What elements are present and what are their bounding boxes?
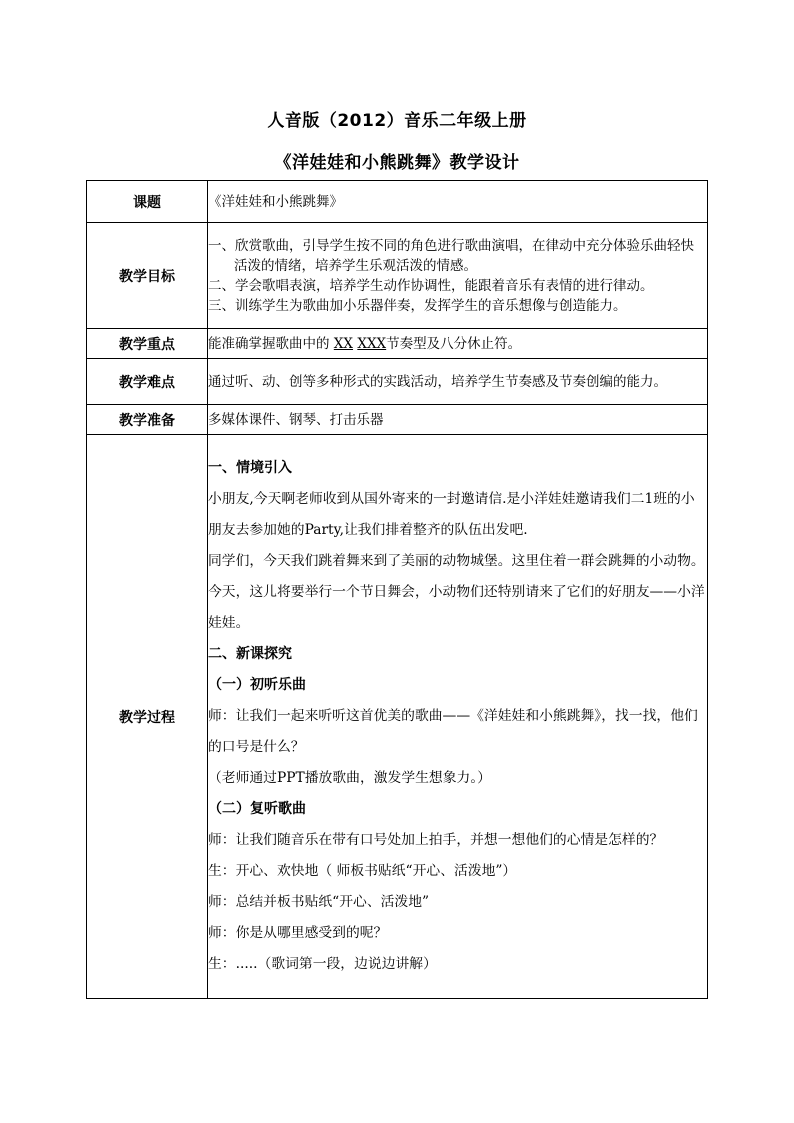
objective-item: 三、训练学生为歌曲加小乐器伴奏，发挥学生的音乐想像与创造能力。 — [208, 297, 627, 314]
row-preparation — [87, 405, 708, 435]
objectives-content — [208, 223, 708, 329]
paragraph: 生：开心、欢快地（ 师板书贴纸“开心、活泼地”） — [208, 863, 517, 879]
page-title-line2: 《洋娃娃和小熊跳舞》教学设计 — [274, 153, 520, 173]
paragraph: 生：.....（歌词第一段，边说边讲解） — [208, 956, 437, 972]
key-points-prefix: 能准确掌握歌曲中的 — [208, 335, 330, 352]
key-points-suffix: 节奏型及八分休止符。 — [386, 335, 522, 352]
process-content — [208, 435, 708, 999]
key-points-content — [208, 329, 708, 359]
objectives-label: 教学目标 — [87, 223, 208, 329]
difficulties-value: 通过听、动、创等多种形式的实践活动，培养学生节奏感及节奏创编的能力。 — [208, 359, 708, 405]
key-points-label: 教学重点 — [87, 329, 208, 359]
preparation-label: 教学准备 — [87, 405, 208, 435]
row-difficulties — [87, 359, 708, 405]
row-process — [87, 435, 708, 999]
objective-item: 二、学会歌唱表演，培养学生动作协调性，能跟着音乐有表情的进行律动。 — [208, 277, 654, 294]
topic-value: 《洋娃娃和小熊跳舞》 — [208, 181, 708, 223]
objective-item: 一、欣赏歌曲，引导学生按不同的角色进行歌曲演唱，在律动中充分体验乐曲轻快活泼的情绪，培养学生乐观活泼的情感。 — [208, 237, 694, 274]
row-objectives — [87, 223, 708, 329]
paragraph: （老师通过PPT播放歌曲，激发学生想象力。） — [208, 770, 492, 786]
paragraph: 师：让我们一起来听听这首优美的歌曲——《洋娃娃和小熊跳舞》，找一找，他们的口号是什么？ — [208, 708, 698, 755]
rhythm-xx: XX — [333, 335, 354, 352]
paragraph: 师：让我们随音乐在带有口号处加上拍手，并想一想他们的心情是怎样的？ — [208, 832, 664, 848]
row-topic — [87, 181, 708, 223]
subsection-heading: （一）初听乐曲 — [208, 677, 306, 693]
row-key-points — [87, 329, 708, 359]
paragraph: 师：你是从哪里感受到的呢？ — [208, 925, 388, 941]
paragraph: 同学们，今天我们跳着舞来到了美丽的动物城堡。这里住着一群会跳舞的小动物。今天，这儿将要举行一个节日舞会，小动物们还特别请来了它们的好朋友——小洋娃娃。 — [208, 553, 705, 631]
preparation-value: 多媒体课件、钢琴、打击乐器 — [208, 405, 708, 435]
paragraph: 师：总结并板书贴纸“开心、活泼地” — [208, 894, 430, 910]
topic-label: 课题 — [87, 181, 208, 223]
paragraph: 小朋友,今天啊老师收到从国外寄来的一封邀请信.是小洋娃娃邀请我们二1班的小朋友去参加她的Party,让我们排着整齐的队伍出发吧. — [208, 491, 695, 538]
section-heading: 二、新课探究 — [208, 646, 292, 662]
lesson-plan-table — [86, 180, 708, 999]
rhythm-xxx: XXX — [357, 335, 387, 352]
difficulties-label: 教学难点 — [87, 359, 208, 405]
process-label: 教学过程 — [87, 435, 208, 999]
page-title-line1: 人音版（2012）音乐二年级上册 — [267, 111, 527, 131]
section-heading: 一、情境引入 — [208, 460, 292, 476]
subsection-heading: （二）复听歌曲 — [208, 801, 306, 817]
